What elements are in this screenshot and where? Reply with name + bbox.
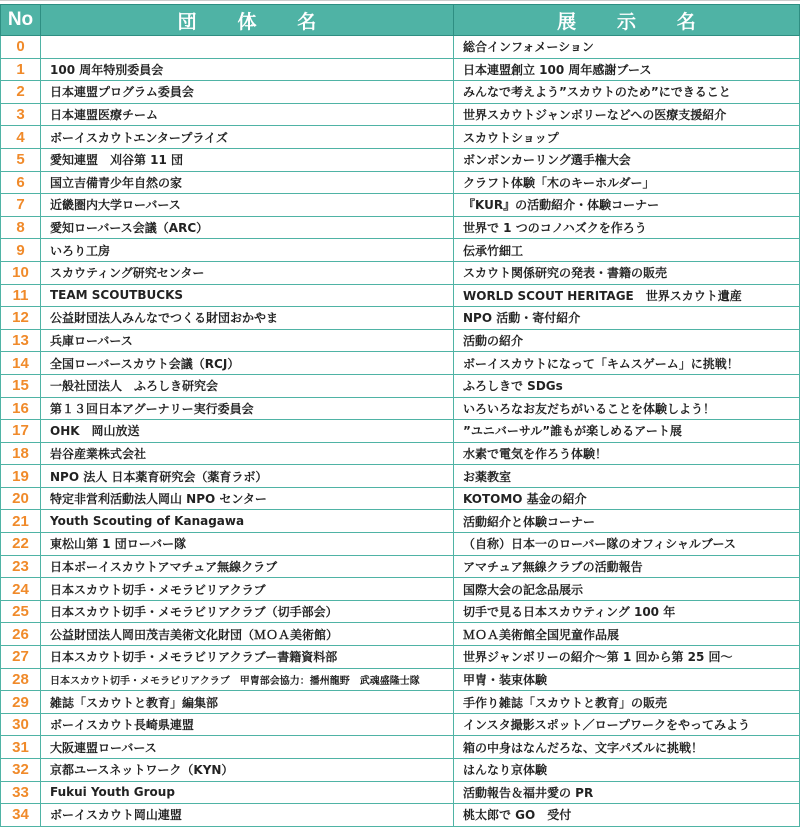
row-number: 11 [1, 284, 41, 307]
row-number: 24 [1, 578, 41, 601]
row-number: 15 [1, 374, 41, 397]
exhibit-name: 活動紹介と体験コーナー [454, 510, 800, 533]
row-number: 4 [1, 126, 41, 149]
table-row [1, 307, 800, 330]
organization-name: 公益財団法人岡田茂吉美術文化財団（ＭＯＡ美術館） [41, 623, 454, 646]
table-row [1, 442, 800, 465]
row-number: 25 [1, 600, 41, 623]
table-row [1, 58, 800, 81]
table-row [1, 374, 800, 397]
organization-name: 日本スカウト切手・メモラビリアクラブ（切手部会） [41, 600, 454, 623]
exhibit-name: 総合インフォメーション [454, 36, 800, 59]
top-edge-line [0, 0, 800, 1]
table-row [1, 352, 800, 375]
table-row [1, 804, 800, 827]
row-number: 17 [1, 420, 41, 443]
organization-name: 近畿圏内大学ローバース [41, 194, 454, 217]
exhibit-name: スカウトショップ [454, 126, 800, 149]
row-number: 10 [1, 261, 41, 284]
organization-name: 東松山第 1 団ローバー隊 [41, 533, 454, 556]
row-number: 5 [1, 148, 41, 171]
row-number: 14 [1, 352, 41, 375]
exhibit-name: 世界ジャンボリーの紹介～第 1 回から第 25 回～ [454, 646, 800, 669]
table-row [1, 81, 800, 104]
organization-name: 全国ローバースカウト会議（RCJ） [41, 352, 454, 375]
organization-name: いろり工房 [41, 239, 454, 262]
exhibit-name: 世界で 1 つのコノハズクを作ろう [454, 216, 800, 239]
row-number: 21 [1, 510, 41, 533]
exhibit-name: ボンボンカーリング選手権大会 [454, 148, 800, 171]
organization-name: 日本ボーイスカウトアマチュア無線クラブ [41, 555, 454, 578]
row-number: 6 [1, 171, 41, 194]
table-row [1, 623, 800, 646]
table-row [1, 148, 800, 171]
organization-name: 雑誌「スカウトと教育」編集部 [41, 691, 454, 714]
table-row [1, 600, 800, 623]
row-number: 31 [1, 736, 41, 759]
exhibit-name: 世界スカウトジャンボリーなどへの医療支援紹介 [454, 103, 800, 126]
organization-name: 特定非営利活動法人岡山 NPO センター [41, 487, 454, 510]
exhibit-name: アマチュア無線クラブの活動報告 [454, 555, 800, 578]
organization-name: 日本連盟医療チーム [41, 103, 454, 126]
row-number: 3 [1, 103, 41, 126]
exhibit-name: 活動報告＆福井愛の PR [454, 781, 800, 804]
table-row [1, 216, 800, 239]
exhibit-name: ”ユニバーサル”誰もが楽しめるアート展 [454, 420, 800, 443]
table-row [1, 668, 800, 691]
row-number: 0 [1, 36, 41, 59]
table-row [1, 736, 800, 759]
table-row [1, 465, 800, 488]
table-row [1, 329, 800, 352]
exhibit-name: 伝承竹細工 [454, 239, 800, 262]
row-number: 32 [1, 759, 41, 782]
table-row [1, 487, 800, 510]
organization-name: 愛知連盟 刈谷第 11 団 [41, 148, 454, 171]
row-number: 33 [1, 781, 41, 804]
row-number: 28 [1, 668, 41, 691]
table-row [1, 533, 800, 556]
row-number: 9 [1, 239, 41, 262]
header-exhibit-name: 展 示 名 [454, 5, 800, 36]
exhibit-name: NPO 活動・寄付紹介 [454, 307, 800, 330]
row-number: 26 [1, 623, 41, 646]
organization-name: NPO 法人 日本薬育研究会（薬育ラボ） [41, 465, 454, 488]
row-number: 27 [1, 646, 41, 669]
row-number: 7 [1, 194, 41, 217]
table-row [1, 713, 800, 736]
row-number: 13 [1, 329, 41, 352]
table-row [1, 691, 800, 714]
row-number: 16 [1, 397, 41, 420]
row-number: 2 [1, 81, 41, 104]
organization-name: ボーイスカウトエンタープライズ [41, 126, 454, 149]
table-row [1, 194, 800, 217]
table-row [1, 239, 800, 262]
organization-name: ボーイスカウト長崎県連盟 [41, 713, 454, 736]
table-row [1, 510, 800, 533]
organization-name [41, 36, 454, 59]
exhibit-name: 箱の中身はなんだろな、文字パズルに挑戦！ [454, 736, 800, 759]
organization-name: 一般社団法人 ふろしき研究会 [41, 374, 454, 397]
organization-name: 公益財団法人みんなでつくる財団おかやま [41, 307, 454, 330]
table-row [1, 284, 800, 307]
exhibit-name: 切手で見る日本スカウティング 100 年 [454, 600, 800, 623]
exhibit-name: いろいろなお友だちがいることを体験しよう！ [454, 397, 800, 420]
exhibit-name: みんなで考えよう”スカウトのため”にできること [454, 81, 800, 104]
row-number: 22 [1, 533, 41, 556]
exhibit-name: 手作り雑誌「スカウトと教育」の販売 [454, 691, 800, 714]
organization-name: TEAM SCOUTBUCKS [41, 284, 454, 307]
row-number: 20 [1, 487, 41, 510]
exhibit-name: （自称）日本一のローバー隊のオフィシャルブース [454, 533, 800, 556]
row-number: 12 [1, 307, 41, 330]
organization-name: 岩谷産業株式会社 [41, 442, 454, 465]
row-number: 30 [1, 713, 41, 736]
organization-name: 日本スカウト切手・メモラビリアクラブー書籍資料部 [41, 646, 454, 669]
exhibit-name: クラフト体験「木のキーホルダー」 [454, 171, 800, 194]
exhibit-name: ボーイスカウトになって「キムスゲーム」に挑戦！ [454, 352, 800, 375]
organization-name: Youth Scouting of Kanagawa [41, 510, 454, 533]
table-row [1, 397, 800, 420]
organization-name: Fukui Youth Group [41, 781, 454, 804]
organization-name: 兵庫ローバース [41, 329, 454, 352]
organization-name: 100 周年特別委員会 [41, 58, 454, 81]
exhibitor-table [0, 4, 800, 827]
organization-name: ボーイスカウト岡山連盟 [41, 804, 454, 827]
organization-name: 第１３回日本アグーナリー実行委員会 [41, 397, 454, 420]
table-row [1, 171, 800, 194]
exhibit-name: 桃太郎で GO 受付 [454, 804, 800, 827]
table-row [1, 781, 800, 804]
table-row [1, 36, 800, 59]
exhibit-name: 日本連盟創立 100 周年感謝ブース [454, 58, 800, 81]
exhibit-name: はんなり京体験 [454, 759, 800, 782]
table-row [1, 103, 800, 126]
organization-name: 日本スカウト切手・メモラビリアクラブ 甲冑部会協力：播州龍野 武魂盛隆士隊 [41, 668, 454, 691]
row-number: 23 [1, 555, 41, 578]
organization-name: OHK 岡山放送 [41, 420, 454, 443]
table-row [1, 759, 800, 782]
exhibit-name: インスタ撮影スポット／ロープワークをやってみよう [454, 713, 800, 736]
exhibit-name: 『KUR』の活動紹介・体験コーナー [454, 194, 800, 217]
exhibit-name: KOTOMO 基金の紹介 [454, 487, 800, 510]
row-number: 1 [1, 58, 41, 81]
table-row [1, 420, 800, 443]
header-no: No [1, 5, 41, 36]
table-row [1, 646, 800, 669]
row-number: 34 [1, 804, 41, 827]
exhibit-name: WORLD SCOUT HERITAGE 世界スカウト遺産 [454, 284, 800, 307]
row-number: 29 [1, 691, 41, 714]
exhibit-name: お薬教室 [454, 465, 800, 488]
organization-name: 日本連盟プログラム委員会 [41, 81, 454, 104]
organization-name: 日本スカウト切手・メモラビリアクラブ [41, 578, 454, 601]
exhibit-name: スカウト関係研究の発表・書籍の販売 [454, 261, 800, 284]
header-organization-name: 団 体 名 [41, 5, 454, 36]
organization-name: スカウティング研究センター [41, 261, 454, 284]
exhibit-name: ＭＯＡ美術館全国児童作品展 [454, 623, 800, 646]
table-row [1, 555, 800, 578]
row-number: 19 [1, 465, 41, 488]
row-number: 18 [1, 442, 41, 465]
organization-name: 国立吉備青少年自然の家 [41, 171, 454, 194]
organization-name: 愛知ローバース会議（ARC） [41, 216, 454, 239]
table-row [1, 261, 800, 284]
organization-name: 京都ユースネットワーク（KYN） [41, 759, 454, 782]
table-row [1, 126, 800, 149]
exhibit-name: 水素で電気を作ろう体験！ [454, 442, 800, 465]
table-row [1, 578, 800, 601]
exhibit-name: 甲冑・装束体験 [454, 668, 800, 691]
exhibit-name: 国際大会の記念品展示 [454, 578, 800, 601]
exhibit-name: ふろしきで SDGs [454, 374, 800, 397]
exhibit-name: 活動の紹介 [454, 329, 800, 352]
organization-name: 大阪連盟ローバース [41, 736, 454, 759]
table-header-row [1, 5, 800, 36]
row-number: 8 [1, 216, 41, 239]
